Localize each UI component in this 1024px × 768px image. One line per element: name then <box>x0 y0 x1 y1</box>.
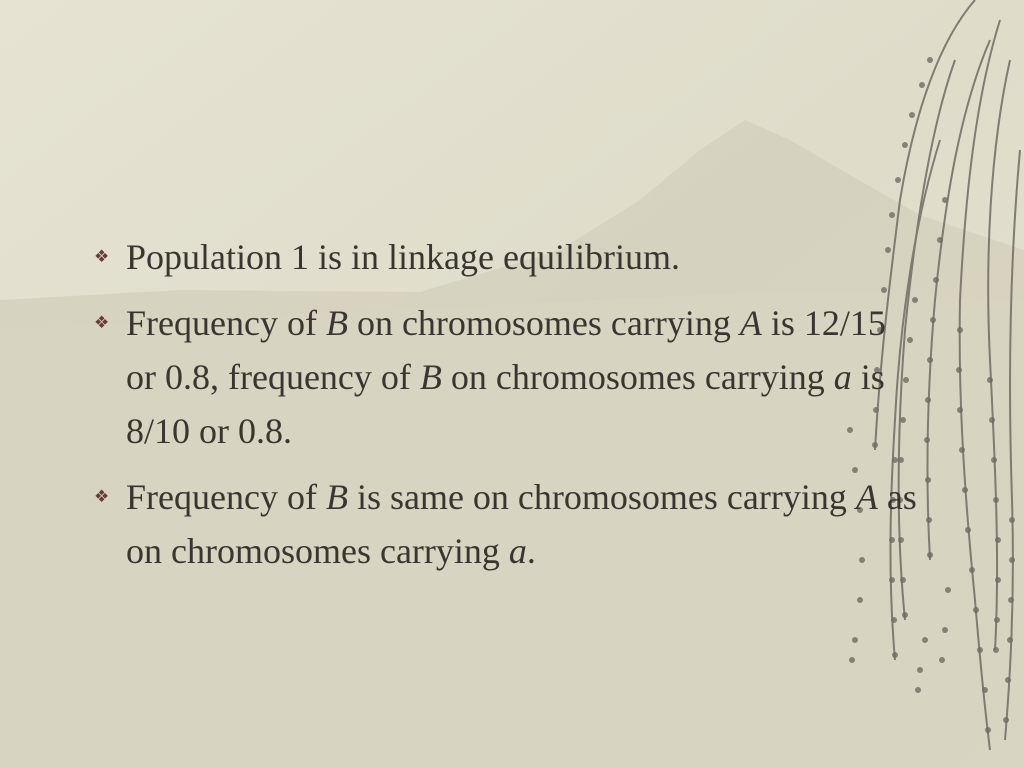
bullet-text: Population 1 is in linkage equilibrium. <box>126 237 680 277</box>
allele-symbol: a <box>833 357 852 397</box>
bullet-item <box>90 230 920 284</box>
bullet-item <box>90 470 920 578</box>
bullet-text: Frequency of <box>126 303 326 343</box>
bullet-text: on chromosomes carrying <box>441 357 834 397</box>
bullet-item <box>90 296 920 458</box>
bullet-text: as on chromosomes carrying <box>126 477 917 571</box>
diamond-bullet-icon: ❖ <box>94 487 110 506</box>
allele-symbol: B <box>419 357 442 397</box>
allele-symbol: A <box>739 303 762 343</box>
bullet-text: . <box>526 531 536 571</box>
allele-symbol: B <box>325 477 348 517</box>
bullet-text: on chromosomes carrying <box>347 303 740 343</box>
allele-symbol: A <box>855 477 878 517</box>
allele-symbol: B <box>325 303 348 343</box>
allele-symbol: a <box>508 531 527 571</box>
bullet-list <box>90 230 920 590</box>
bullet-text: is 8/10 or 0.8. <box>126 357 885 451</box>
bullet-text: is same on chromosomes carrying <box>347 477 856 517</box>
bullet-text: Frequency of <box>126 477 326 517</box>
diamond-bullet-icon: ❖ <box>94 313 110 332</box>
bullet-text: is 12/15 or 0.8, frequency of <box>126 303 886 397</box>
diamond-bullet-icon: ❖ <box>94 247 110 266</box>
